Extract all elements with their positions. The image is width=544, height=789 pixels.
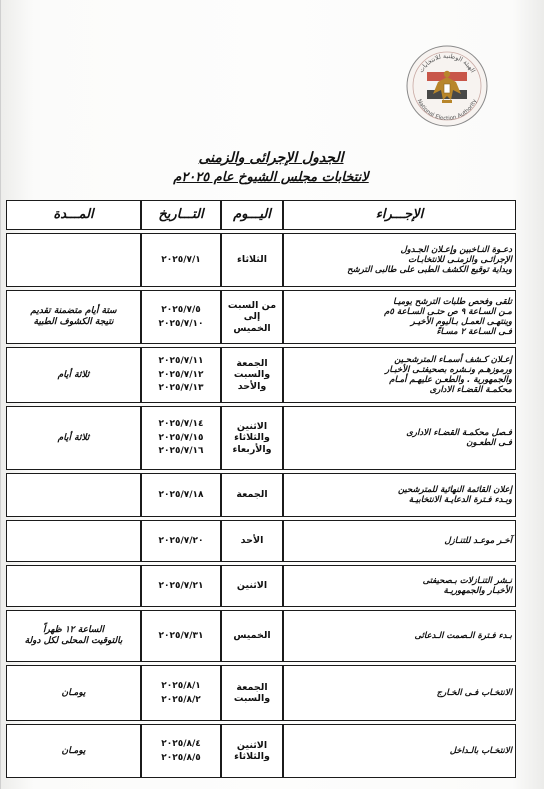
date-cell: [141, 233, 221, 287]
date-cell-line: ٢٠٢٥/٧/١٥: [158, 432, 204, 443]
duration-cell: [6, 565, 141, 607]
procedure-cell: [283, 233, 516, 287]
table-row: [6, 665, 516, 721]
date-cell-line: ٢٠٢٥/٨/٢: [161, 694, 201, 705]
day-cell-line: الثلاثاء: [237, 254, 267, 266]
day-cell-line: الجمعة: [236, 357, 268, 369]
date-cell: [141, 565, 221, 607]
procedure-cell-line: الانتخـاب فـى الخـارج: [436, 687, 512, 698]
day-cell-line: الجمعة: [236, 681, 268, 693]
procedure-cell: [283, 724, 516, 778]
day-cell-line: إلى الخميس: [233, 311, 271, 334]
procedure-cell-line: الإجرائـى والزمنـى للانتخابـات: [408, 254, 512, 265]
duration-cell: [6, 610, 141, 662]
day-cell-line: الاثنين: [236, 580, 268, 592]
table-row: [6, 610, 516, 662]
logo-arabic-text: الهيئة الوطنية للانتخابات: [417, 52, 477, 75]
table-body: [6, 233, 516, 778]
date-cell-line: ٢٠٢٥/٧/١٣: [158, 383, 204, 394]
date-cell: [141, 290, 221, 344]
date-cell: [141, 520, 221, 562]
logo-english-text: National Election Authority: [415, 98, 479, 123]
header-procedure: الإجـــراء: [283, 200, 516, 230]
procedure-cell: [283, 610, 516, 662]
procedure-cell-line: الانتخـاب بالـداخل: [449, 745, 512, 756]
date-cell: [141, 473, 221, 517]
procedure-cell-line: ورموزهـم ونـشره بصحيفتـى الأخبـار: [385, 364, 512, 375]
day-cell: [221, 406, 283, 470]
day-cell: [221, 347, 283, 403]
duration-cell: [6, 665, 141, 721]
procedure-cell: [283, 473, 516, 517]
date-cell: [141, 406, 221, 470]
day-cell: [221, 665, 283, 721]
table-row: [6, 406, 516, 470]
procedure-cell-line: بـدء فـترة الـصمت الـدعائى: [414, 630, 512, 641]
date-cell: [141, 610, 221, 662]
procedure-cell: [283, 665, 516, 721]
day-cell-line: الجمعة: [236, 489, 268, 501]
day-cell-line: والثلاثاء: [234, 432, 270, 444]
duration-cell: [6, 233, 141, 287]
table-row: [6, 347, 516, 403]
table-row: [6, 473, 516, 517]
duration-cell-line: ثلاثة أيام: [57, 369, 90, 380]
duration-cell-line: ثلاثة أيام: [57, 432, 90, 443]
procedure-cell-line: والجمهورية . والطعـن عليهـم أمـام: [389, 375, 512, 385]
procedure-cell-line: وبـدء فـترة الدعايـة الانتخابيـة: [408, 495, 512, 505]
day-cell: [221, 520, 283, 562]
date-cell-line: ٢٠٢٥/٧/١٢: [158, 369, 204, 380]
day-cell: [221, 610, 283, 662]
procedure-cell: [283, 347, 516, 403]
day-cell: [221, 724, 283, 778]
day-cell: [221, 233, 283, 287]
date-cell-line: ٢٠٢٥/٨/١: [161, 680, 201, 691]
date-cell-line: ٢٠٢٥/٧/٢١: [158, 580, 204, 591]
date-cell-line: ٢٠٢٥/٧/١٤: [158, 418, 204, 429]
duration-cell: [6, 290, 141, 344]
procedure-cell-line: آخـر موعـد للتنـازل: [444, 535, 512, 546]
date-cell-line: ٢٠٢٥/٨/٤: [161, 738, 201, 749]
date-cell: [141, 724, 221, 778]
procedure-cell-line: نـشر التنـازلات بـصحيفتى: [422, 575, 512, 586]
day-cell-line: الاثنين: [236, 739, 268, 751]
day-cell: [221, 473, 283, 517]
date-cell-line: ٢٠٢٥/٧/٢٠: [158, 535, 204, 546]
procedure-cell-line: وينتهـى العمـل بـاليوم الأخيـر: [410, 317, 512, 327]
date-cell-line: ٢٠٢٥/٧/١١: [158, 355, 204, 366]
duration-cell-line: يومـان: [61, 745, 86, 756]
day-cell: [221, 290, 283, 344]
procedure-cell: [283, 520, 516, 562]
day-cell-line: والسبت: [233, 693, 271, 704]
date-cell: [141, 347, 221, 403]
header-day: اليـــوم: [221, 200, 283, 230]
duration-cell-line: بالتوقيت المحلى لكل دولة: [24, 636, 123, 646]
date-cell-line: ٢٠٢٥/٨/٥: [161, 752, 201, 763]
duration-cell-line: ستة أيام متضمنة تقديم: [30, 306, 117, 317]
date-cell-line: ٢٠٢٥/٧/١: [161, 254, 201, 265]
procedure-cell-line: محكمـة القضـاء الادارى: [429, 385, 512, 396]
procedure-cell: [283, 290, 516, 344]
date-cell: [141, 665, 221, 721]
day-cell-line: والسبت: [233, 369, 271, 381]
day-cell: [221, 565, 283, 607]
document-subtitle: لانتخابات مجلس الشيوخ عام ٢٠٢٥م: [173, 170, 369, 185]
procedure-cell-line: إعـلان كـشف أسمـاء المترشحـين: [394, 354, 512, 365]
table-row: [6, 520, 516, 562]
schedule-table: [6, 197, 516, 781]
procedure-cell-line: مـن السـاعة ٩ ص حتـى السـاعة ٥م: [384, 306, 512, 317]
table-row: [6, 565, 516, 607]
procedure-cell: [283, 406, 516, 470]
table-header-row: [6, 200, 516, 230]
date-cell-line: ٢٠٢٥/٧/٣١: [158, 630, 204, 641]
duration-cell-line: يومـان: [61, 687, 86, 698]
procedure-cell-line: إعلان القائمة النهائية للمترشحين: [397, 484, 512, 495]
duration-cell: [6, 724, 141, 778]
duration-cell-line: نتيجة الكشوف الطبية: [33, 317, 114, 327]
date-cell-line: ٢٠٢٥/٧/١٦: [158, 446, 204, 457]
duration-cell-line: الساعة ١٢ ظهراً: [43, 625, 104, 636]
procedure-cell-line: فـى الطعـون: [466, 438, 512, 448]
document-title: الجدول الإجرائى والزمنى: [198, 150, 344, 166]
date-cell-line: ٢٠٢٥/٧/١٠: [158, 318, 204, 329]
header-duration: المـــدة: [6, 200, 141, 230]
date-cell-line: ٢٠٢٥/٧/٥: [161, 304, 201, 315]
nea-logo: [405, 44, 489, 128]
table-row: [6, 290, 516, 344]
header-date: التـــاريخ: [141, 200, 221, 230]
day-cell-line: الاثنين: [236, 420, 268, 432]
procedure-cell-line: وبداية توقيع الكشف الطبى على طالبى الترشح: [347, 265, 512, 276]
duration-cell: [6, 406, 141, 470]
procedure-cell-line: تلقى وفحص طلبات الترشح يوميـا: [393, 296, 512, 307]
date-cell-line: ٢٠٢٥/٧/١٨: [158, 489, 204, 500]
duration-cell: [6, 347, 141, 403]
procedure-cell-line: فـصل محكمـة القضـاء الادارى: [406, 427, 512, 438]
day-cell-line: من السبت: [227, 299, 277, 311]
procedure-cell: [283, 565, 516, 607]
day-cell-line: الخميس: [233, 630, 271, 642]
duration-cell: [6, 473, 141, 517]
day-cell-line: والأحد: [237, 380, 267, 392]
day-cell-line: والأربعاء: [232, 443, 272, 455]
duration-cell: [6, 520, 141, 562]
table-row: [6, 724, 516, 778]
procedure-cell-line: فـى السـاعة ٢ مسـاءً: [436, 327, 512, 338]
table-row: [6, 233, 516, 287]
day-cell-line: والثلاثاء: [234, 751, 270, 762]
procedure-cell-line: الأخبـار والجمهوريـة: [443, 586, 512, 596]
day-cell-line: الأحد: [240, 535, 264, 547]
procedure-cell-line: دعـوة النـاخبين وإعـلان الجـدول: [400, 244, 512, 255]
